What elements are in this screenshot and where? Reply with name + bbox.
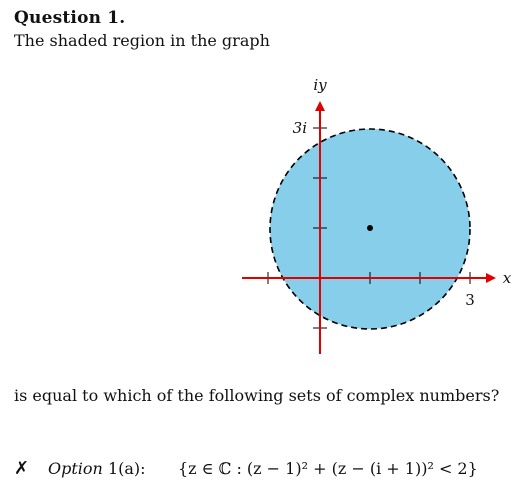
incorrect-mark-icon: ✗: [14, 458, 30, 479]
y-axis-label: iy: [313, 76, 327, 94]
y-tick-label: 3i: [292, 119, 307, 137]
option-1a[interactable]: [14, 458, 478, 479]
x-axis-label: x: [502, 269, 512, 287]
y-axis-arrow: [315, 101, 325, 111]
option-label-prefix: Option: [48, 459, 108, 478]
question-prompt: is equal to which of the following sets of complex numbers?: [14, 386, 500, 405]
option-label: [48, 459, 178, 478]
question-stem: The shaded region in the graph: [14, 31, 270, 50]
question-heading: Question 1.: [14, 8, 126, 28]
center-point: [367, 225, 373, 231]
x-tick-label: 3: [465, 291, 475, 309]
option-formula: {z ∈ ℂ : (z − 1)² + (z − (i + 1))² < 2}: [178, 459, 478, 478]
option-label-number: 1(a):: [107, 459, 146, 478]
x-axis-arrow: [486, 273, 496, 283]
